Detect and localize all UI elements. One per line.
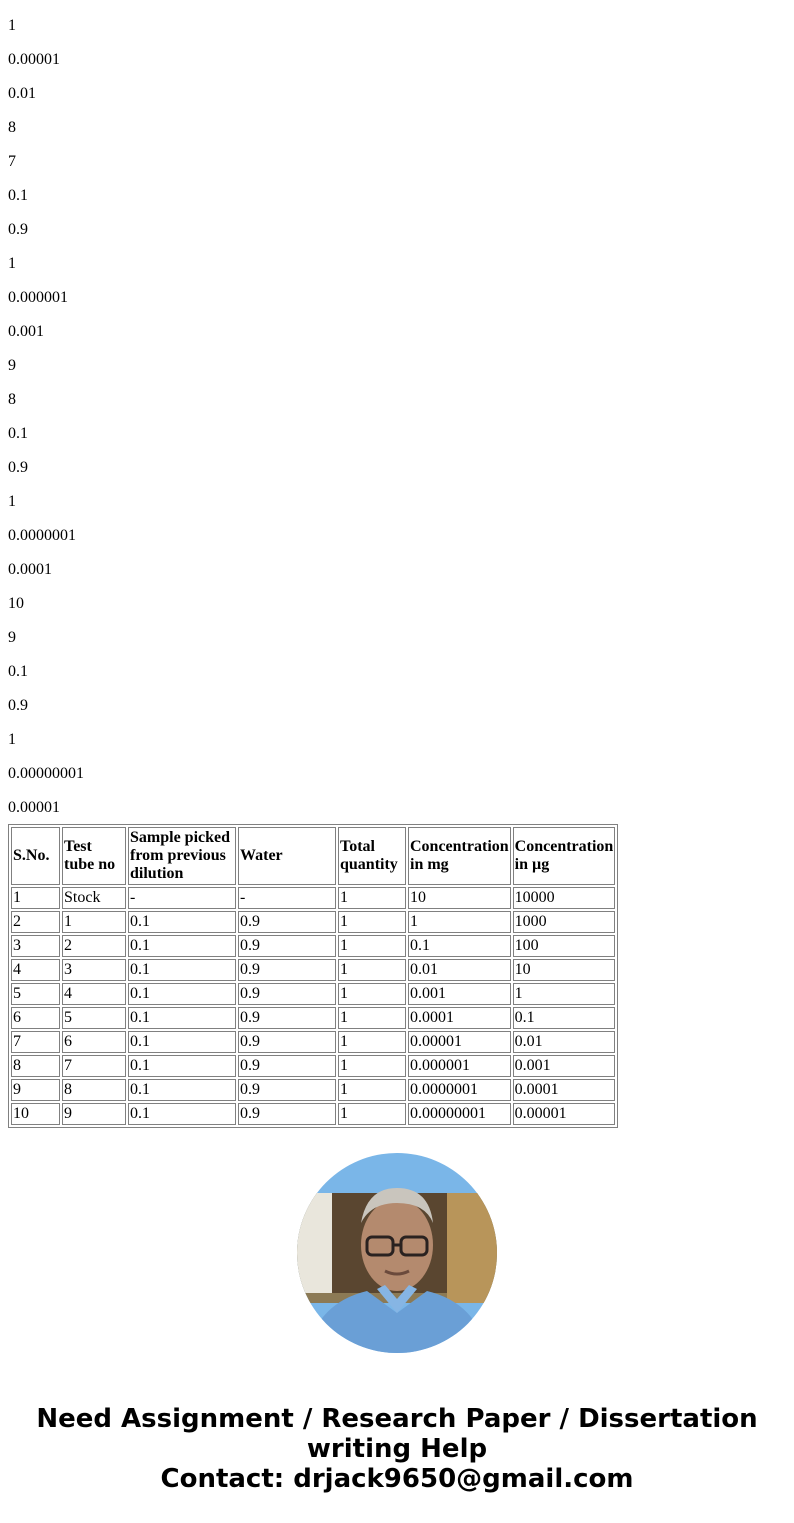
- cell-concentration-ug: 0.00001: [513, 1103, 616, 1125]
- value-line: 1: [8, 731, 16, 748]
- cell-sno: 3: [11, 935, 60, 957]
- cell-sno: 10: [11, 1103, 60, 1125]
- avatar-photo: [297, 1153, 497, 1353]
- table-row: [11, 1055, 615, 1077]
- cta-headline: Need Assignment / Research Paper / Dissertation writing Help: [36, 1404, 758, 1464]
- cell-sample-picked: 0.1: [128, 1103, 236, 1125]
- cell-concentration-ug: 100: [513, 935, 616, 957]
- header-total-quantity: Total quantity: [338, 827, 406, 885]
- cell-total-quantity: 1: [338, 1055, 406, 1077]
- cell-concentration-mg: 0.0001: [408, 1007, 511, 1029]
- table-body: [11, 887, 615, 1125]
- table-row: [11, 911, 615, 933]
- table-row: [11, 935, 615, 957]
- cell-total-quantity: 1: [338, 887, 406, 909]
- cell-total-quantity: 1: [338, 983, 406, 1005]
- cell-water: 0.9: [238, 983, 336, 1005]
- contact-banner: [0, 1404, 794, 1494]
- cell-concentration-mg: 0.001: [408, 983, 511, 1005]
- cell-sample-picked: 0.1: [128, 959, 236, 981]
- cell-sample-picked: 0.1: [128, 1055, 236, 1077]
- cta-contact: Contact: drjack9650@gmail.com: [160, 1464, 634, 1494]
- value-line: 0.9: [8, 697, 28, 714]
- value-line: 1: [8, 255, 16, 272]
- value-line: 1: [8, 493, 16, 510]
- cell-sno: 9: [11, 1079, 60, 1101]
- value-line: 9: [8, 357, 16, 374]
- cell-water: 0.9: [238, 959, 336, 981]
- cell-total-quantity: 1: [338, 1007, 406, 1029]
- value-line: 0.00001: [8, 799, 60, 816]
- value-line: 0.00000001: [8, 765, 84, 782]
- cell-test-tube: 8: [62, 1079, 126, 1101]
- cell-test-tube: Stock: [62, 887, 126, 909]
- cell-total-quantity: 1: [338, 911, 406, 933]
- table-row: [11, 959, 615, 981]
- cell-test-tube: 1: [62, 911, 126, 933]
- header-sno: S.No.: [11, 827, 60, 885]
- table-row: [11, 1031, 615, 1053]
- cell-test-tube: 9: [62, 1103, 126, 1125]
- table-row: [11, 1007, 615, 1029]
- value-line: 0.1: [8, 663, 28, 680]
- cell-concentration-ug: 1000: [513, 911, 616, 933]
- table-row: [11, 1103, 615, 1125]
- cell-sno: 1: [11, 887, 60, 909]
- header-concentration-mg: Concentration in mg: [408, 827, 511, 885]
- value-line: 1: [8, 17, 16, 34]
- cell-concentration-ug: 0.1: [513, 1007, 616, 1029]
- cell-concentration-mg: 0.000001: [408, 1055, 511, 1077]
- cell-concentration-ug: 10: [513, 959, 616, 981]
- author-avatar: [297, 1153, 497, 1353]
- cell-sno: 2: [11, 911, 60, 933]
- cell-water: 0.9: [238, 1007, 336, 1029]
- cell-water: 0.9: [238, 935, 336, 957]
- cell-test-tube: 5: [62, 1007, 126, 1029]
- cell-sample-picked: 0.1: [128, 1031, 236, 1053]
- cell-total-quantity: 1: [338, 959, 406, 981]
- value-line: 0.001: [8, 323, 44, 340]
- table-row: [11, 983, 615, 1005]
- cell-concentration-mg: 0.0000001: [408, 1079, 511, 1101]
- cell-sno: 4: [11, 959, 60, 981]
- cell-test-tube: 2: [62, 935, 126, 957]
- cell-test-tube: 6: [62, 1031, 126, 1053]
- table-row: [11, 887, 615, 909]
- cell-sno: 7: [11, 1031, 60, 1053]
- cell-concentration-mg: 0.1: [408, 935, 511, 957]
- cell-total-quantity: 1: [338, 1031, 406, 1053]
- cell-sno: 8: [11, 1055, 60, 1077]
- cell-sample-picked: 0.1: [128, 911, 236, 933]
- dilution-table: [8, 824, 618, 1128]
- cell-concentration-mg: 1: [408, 911, 511, 933]
- cell-concentration-ug: 0.0001: [513, 1079, 616, 1101]
- cell-test-tube: 7: [62, 1055, 126, 1077]
- cell-sample-picked: -: [128, 887, 236, 909]
- cell-sample-picked: 0.1: [128, 1007, 236, 1029]
- value-line: 0.1: [8, 425, 28, 442]
- cell-water: 0.9: [238, 1079, 336, 1101]
- cell-total-quantity: 1: [338, 1103, 406, 1125]
- table-header-row: [11, 827, 615, 885]
- cell-total-quantity: 1: [338, 935, 406, 957]
- cell-concentration-ug: 0.01: [513, 1031, 616, 1053]
- cell-water: 0.9: [238, 911, 336, 933]
- header-water: Water: [238, 827, 336, 885]
- value-line: 0.01: [8, 85, 36, 102]
- value-line: 8: [8, 391, 16, 408]
- cell-sample-picked: 0.1: [128, 983, 236, 1005]
- value-lines: [8, 0, 786, 816]
- cell-concentration-mg: 0.00001: [408, 1031, 511, 1053]
- value-line: 0.00001: [8, 51, 60, 68]
- value-line: 8: [8, 119, 16, 136]
- value-line: 0.9: [8, 221, 28, 238]
- value-line: 7: [8, 153, 16, 170]
- cell-concentration-ug: 1: [513, 983, 616, 1005]
- cell-concentration-mg: 0.00000001: [408, 1103, 511, 1125]
- value-line: 10: [8, 595, 24, 612]
- cell-sample-picked: 0.1: [128, 1079, 236, 1101]
- cell-water: -: [238, 887, 336, 909]
- value-line: 0.9: [8, 459, 28, 476]
- cell-test-tube: 4: [62, 983, 126, 1005]
- cell-sno: 6: [11, 1007, 60, 1029]
- cell-concentration-ug: 0.001: [513, 1055, 616, 1077]
- table-row: [11, 1079, 615, 1101]
- header-sample-picked: Sample picked from previous dilution: [128, 827, 236, 885]
- cell-concentration-ug: 10000: [513, 887, 616, 909]
- value-line: 9: [8, 629, 16, 646]
- value-line: 0.000001: [8, 289, 68, 306]
- cell-concentration-mg: 0.01: [408, 959, 511, 981]
- header-test-tube: Test tube no: [62, 827, 126, 885]
- value-line: 0.0001: [8, 561, 52, 578]
- cell-test-tube: 3: [62, 959, 126, 981]
- cell-sample-picked: 0.1: [128, 935, 236, 957]
- cell-water: 0.9: [238, 1103, 336, 1125]
- cell-concentration-mg: 10: [408, 887, 511, 909]
- value-line: 0.1: [8, 187, 28, 204]
- cell-sno: 5: [11, 983, 60, 1005]
- cell-water: 0.9: [238, 1055, 336, 1077]
- header-concentration-ug: Concentration in µg: [513, 827, 616, 885]
- cell-water: 0.9: [238, 1031, 336, 1053]
- value-line: 0.0000001: [8, 527, 76, 544]
- cell-total-quantity: 1: [338, 1079, 406, 1101]
